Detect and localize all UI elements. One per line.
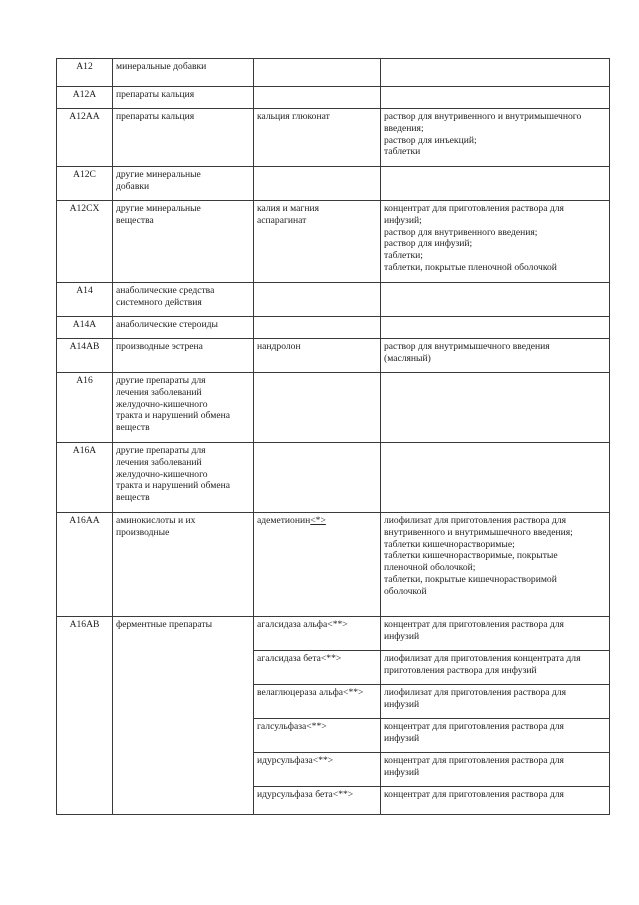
group-name-line: вещества xyxy=(116,214,154,226)
dosage-forms-line: концентрат для приготовления раствора для xyxy=(384,721,564,732)
table-row xyxy=(57,109,610,167)
table-row xyxy=(57,283,610,317)
drug-name: галсульфаза<**> xyxy=(254,719,381,753)
dosage-forms-line: приготовления раствора для инфузий xyxy=(384,664,537,676)
drug-name-text: адеметионин xyxy=(257,515,311,526)
dosage-forms-line: (масляный) xyxy=(384,352,431,364)
atc-code: A16A xyxy=(57,443,113,513)
group-name-line: системного действия xyxy=(116,296,202,308)
dosage-forms-line: лиофилизат для приготовления раствора для xyxy=(384,515,566,526)
dosage-forms xyxy=(381,373,610,443)
dosage-forms-line: таблетки, покрытые пленочной оболочкой xyxy=(384,261,557,273)
atc-code: A16AA xyxy=(57,513,113,617)
footnote-link[interactable]: <*> xyxy=(310,515,326,526)
table-row xyxy=(57,373,610,443)
group-name-line: добавки xyxy=(116,180,150,192)
dosage-forms-line: инфузий xyxy=(384,766,420,778)
atc-code: A12 xyxy=(57,59,113,87)
dosage-forms xyxy=(381,787,610,815)
table-row xyxy=(57,513,610,617)
dosage-forms-line: оболочкой xyxy=(384,585,427,597)
group-name xyxy=(113,513,254,617)
atc-code: A12AA xyxy=(57,109,113,167)
drug-name xyxy=(254,513,381,617)
group-name-line: аминокислоты и их xyxy=(116,515,196,526)
group-name xyxy=(113,201,254,283)
atc-code: A14 xyxy=(57,283,113,317)
dosage-forms xyxy=(381,443,610,513)
dosage-forms-line: таблетки кишечнорастворимые, покрытые xyxy=(384,550,558,562)
drug-name xyxy=(254,339,381,373)
group-name-line: желудочно-кишечного xyxy=(116,468,208,480)
group-name xyxy=(113,317,254,339)
dosage-forms-line: внутривенного и внутримышечного введения; xyxy=(384,526,573,538)
dosage-forms-line: инфузий xyxy=(384,732,420,744)
dosage-forms xyxy=(381,167,610,201)
dosage-forms-line: раствор для внутривенного и внутримышечного xyxy=(384,111,582,122)
dosage-forms xyxy=(381,201,610,283)
group-name-line: другие препараты для xyxy=(116,375,206,386)
drug-name: агалсидаза бета<**> xyxy=(254,651,381,685)
dosage-forms-line: таблетки, покрытые кишечнорастворимой xyxy=(384,573,557,585)
atc-code: A16 xyxy=(57,373,113,443)
dosage-forms-line: таблетки кишечнорастворимые; xyxy=(384,538,515,550)
drug-name-line xyxy=(257,515,377,527)
group-name-line: веществ xyxy=(116,422,150,434)
drug-name xyxy=(254,317,381,339)
atc-code: A14A xyxy=(57,317,113,339)
group-name-line: производные xyxy=(116,526,170,538)
group-name-line: желудочно-кишечного xyxy=(116,398,208,410)
dosage-forms-line: концентрат для приготовления раствора для xyxy=(384,755,564,766)
group-name-line: другие минеральные xyxy=(116,169,201,180)
dosage-forms xyxy=(381,87,610,109)
group-name-line: другие препараты для xyxy=(116,445,206,456)
dosage-forms xyxy=(381,513,610,617)
dosage-forms-line: таблетки; xyxy=(384,250,423,262)
group-name: ферментные препараты xyxy=(113,617,254,815)
atc-code: A14AB xyxy=(57,339,113,373)
drug-name xyxy=(254,59,381,87)
atc-code: A16AB xyxy=(57,617,113,815)
dosage-forms-line: таблетки xyxy=(384,146,421,158)
dosage-forms-line: лиофилизат для приготовления раствора для xyxy=(384,687,566,698)
dosage-forms-line: лиофилизат для приготовления концентрата для xyxy=(384,653,581,664)
group-name xyxy=(113,339,254,373)
table-row xyxy=(57,443,610,513)
dosage-forms-line: пленочной оболочкой; xyxy=(384,562,476,574)
group-name-line: минеральные добавки xyxy=(116,61,207,72)
group-name-line: другие минеральные xyxy=(116,203,201,214)
dosage-forms xyxy=(381,719,610,753)
dosage-forms-line: раствор для внутримышечного введения xyxy=(384,341,550,352)
dosage-forms xyxy=(381,109,610,167)
dosage-forms-line: раствор для инфузий; xyxy=(384,238,473,250)
group-name xyxy=(113,373,254,443)
table-row xyxy=(57,339,610,373)
dosage-forms xyxy=(381,59,610,87)
drug-name: велаглюцераза альфа<**> xyxy=(254,685,381,719)
dosage-forms-line: инфузий xyxy=(384,698,420,710)
drug-name-line: нандролон xyxy=(257,341,301,352)
dosage-forms-line: раствор для внутривенного введения; xyxy=(384,226,538,238)
dosage-forms-line: введения; xyxy=(384,122,424,134)
drug-list-table xyxy=(56,58,610,815)
atc-code: A12A xyxy=(57,87,113,109)
dosage-forms xyxy=(381,317,610,339)
group-name xyxy=(113,87,254,109)
dosage-forms xyxy=(381,283,610,317)
dosage-forms-line: концентрат для приготовления раствора для xyxy=(384,619,564,630)
group-name-line: веществ xyxy=(116,492,150,504)
drug-name-line: калия и магния xyxy=(257,203,320,214)
dosage-forms-line: инфузий xyxy=(384,630,420,642)
drug-name xyxy=(254,283,381,317)
dosage-forms xyxy=(381,753,610,787)
group-name xyxy=(113,109,254,167)
table-row xyxy=(57,317,610,339)
table-row xyxy=(57,167,610,201)
group-name-line: анаболические стероиды xyxy=(116,319,218,330)
drug-name xyxy=(254,167,381,201)
dosage-forms xyxy=(381,651,610,685)
group-name xyxy=(113,167,254,201)
drug-name xyxy=(254,87,381,109)
atc-code: A12CX xyxy=(57,201,113,283)
table-row xyxy=(57,59,610,87)
dosage-forms-line: концентрат для приготовления раствора для xyxy=(384,789,564,800)
dosage-forms xyxy=(381,339,610,373)
dosage-forms xyxy=(381,617,610,651)
group-name xyxy=(113,443,254,513)
group-name-line: лечения заболеваний xyxy=(116,456,202,468)
drug-name xyxy=(254,201,381,283)
group-name-line: тракта и нарушений обмена xyxy=(116,410,231,422)
atc-code: A12C xyxy=(57,167,113,201)
dosage-forms-line: инфузий; xyxy=(384,214,422,226)
dosage-forms-line: концентрат для приготовления раствора для xyxy=(384,203,564,214)
drug-name-line: кальция глюконат xyxy=(257,111,330,122)
group-name-line: производные эстрена xyxy=(116,341,203,352)
group-name-line: препараты кальция xyxy=(116,111,195,122)
group-name-line: анаболические средства xyxy=(116,285,215,296)
dosage-forms xyxy=(381,685,610,719)
table-row xyxy=(57,201,610,283)
drug-name: идурсульфаза бета<**> xyxy=(254,787,381,815)
group-name-line: препараты кальция xyxy=(116,89,195,100)
group-name-line: лечения заболеваний xyxy=(116,386,202,398)
group-name xyxy=(113,283,254,317)
group-name-line: тракта и нарушений обмена xyxy=(116,480,231,492)
table-row xyxy=(57,617,610,651)
drug-name xyxy=(254,443,381,513)
drug-list-body xyxy=(57,59,610,815)
dosage-forms-line: раствор для инъекций; xyxy=(384,134,477,146)
group-name xyxy=(113,59,254,87)
drug-name xyxy=(254,373,381,443)
drug-name: агалсидаза альфа<**> xyxy=(254,617,381,651)
drug-name: идурсульфаза<**> xyxy=(254,753,381,787)
drug-name xyxy=(254,109,381,167)
drug-name-line: аспарагинат xyxy=(257,214,307,226)
table-row xyxy=(57,87,610,109)
